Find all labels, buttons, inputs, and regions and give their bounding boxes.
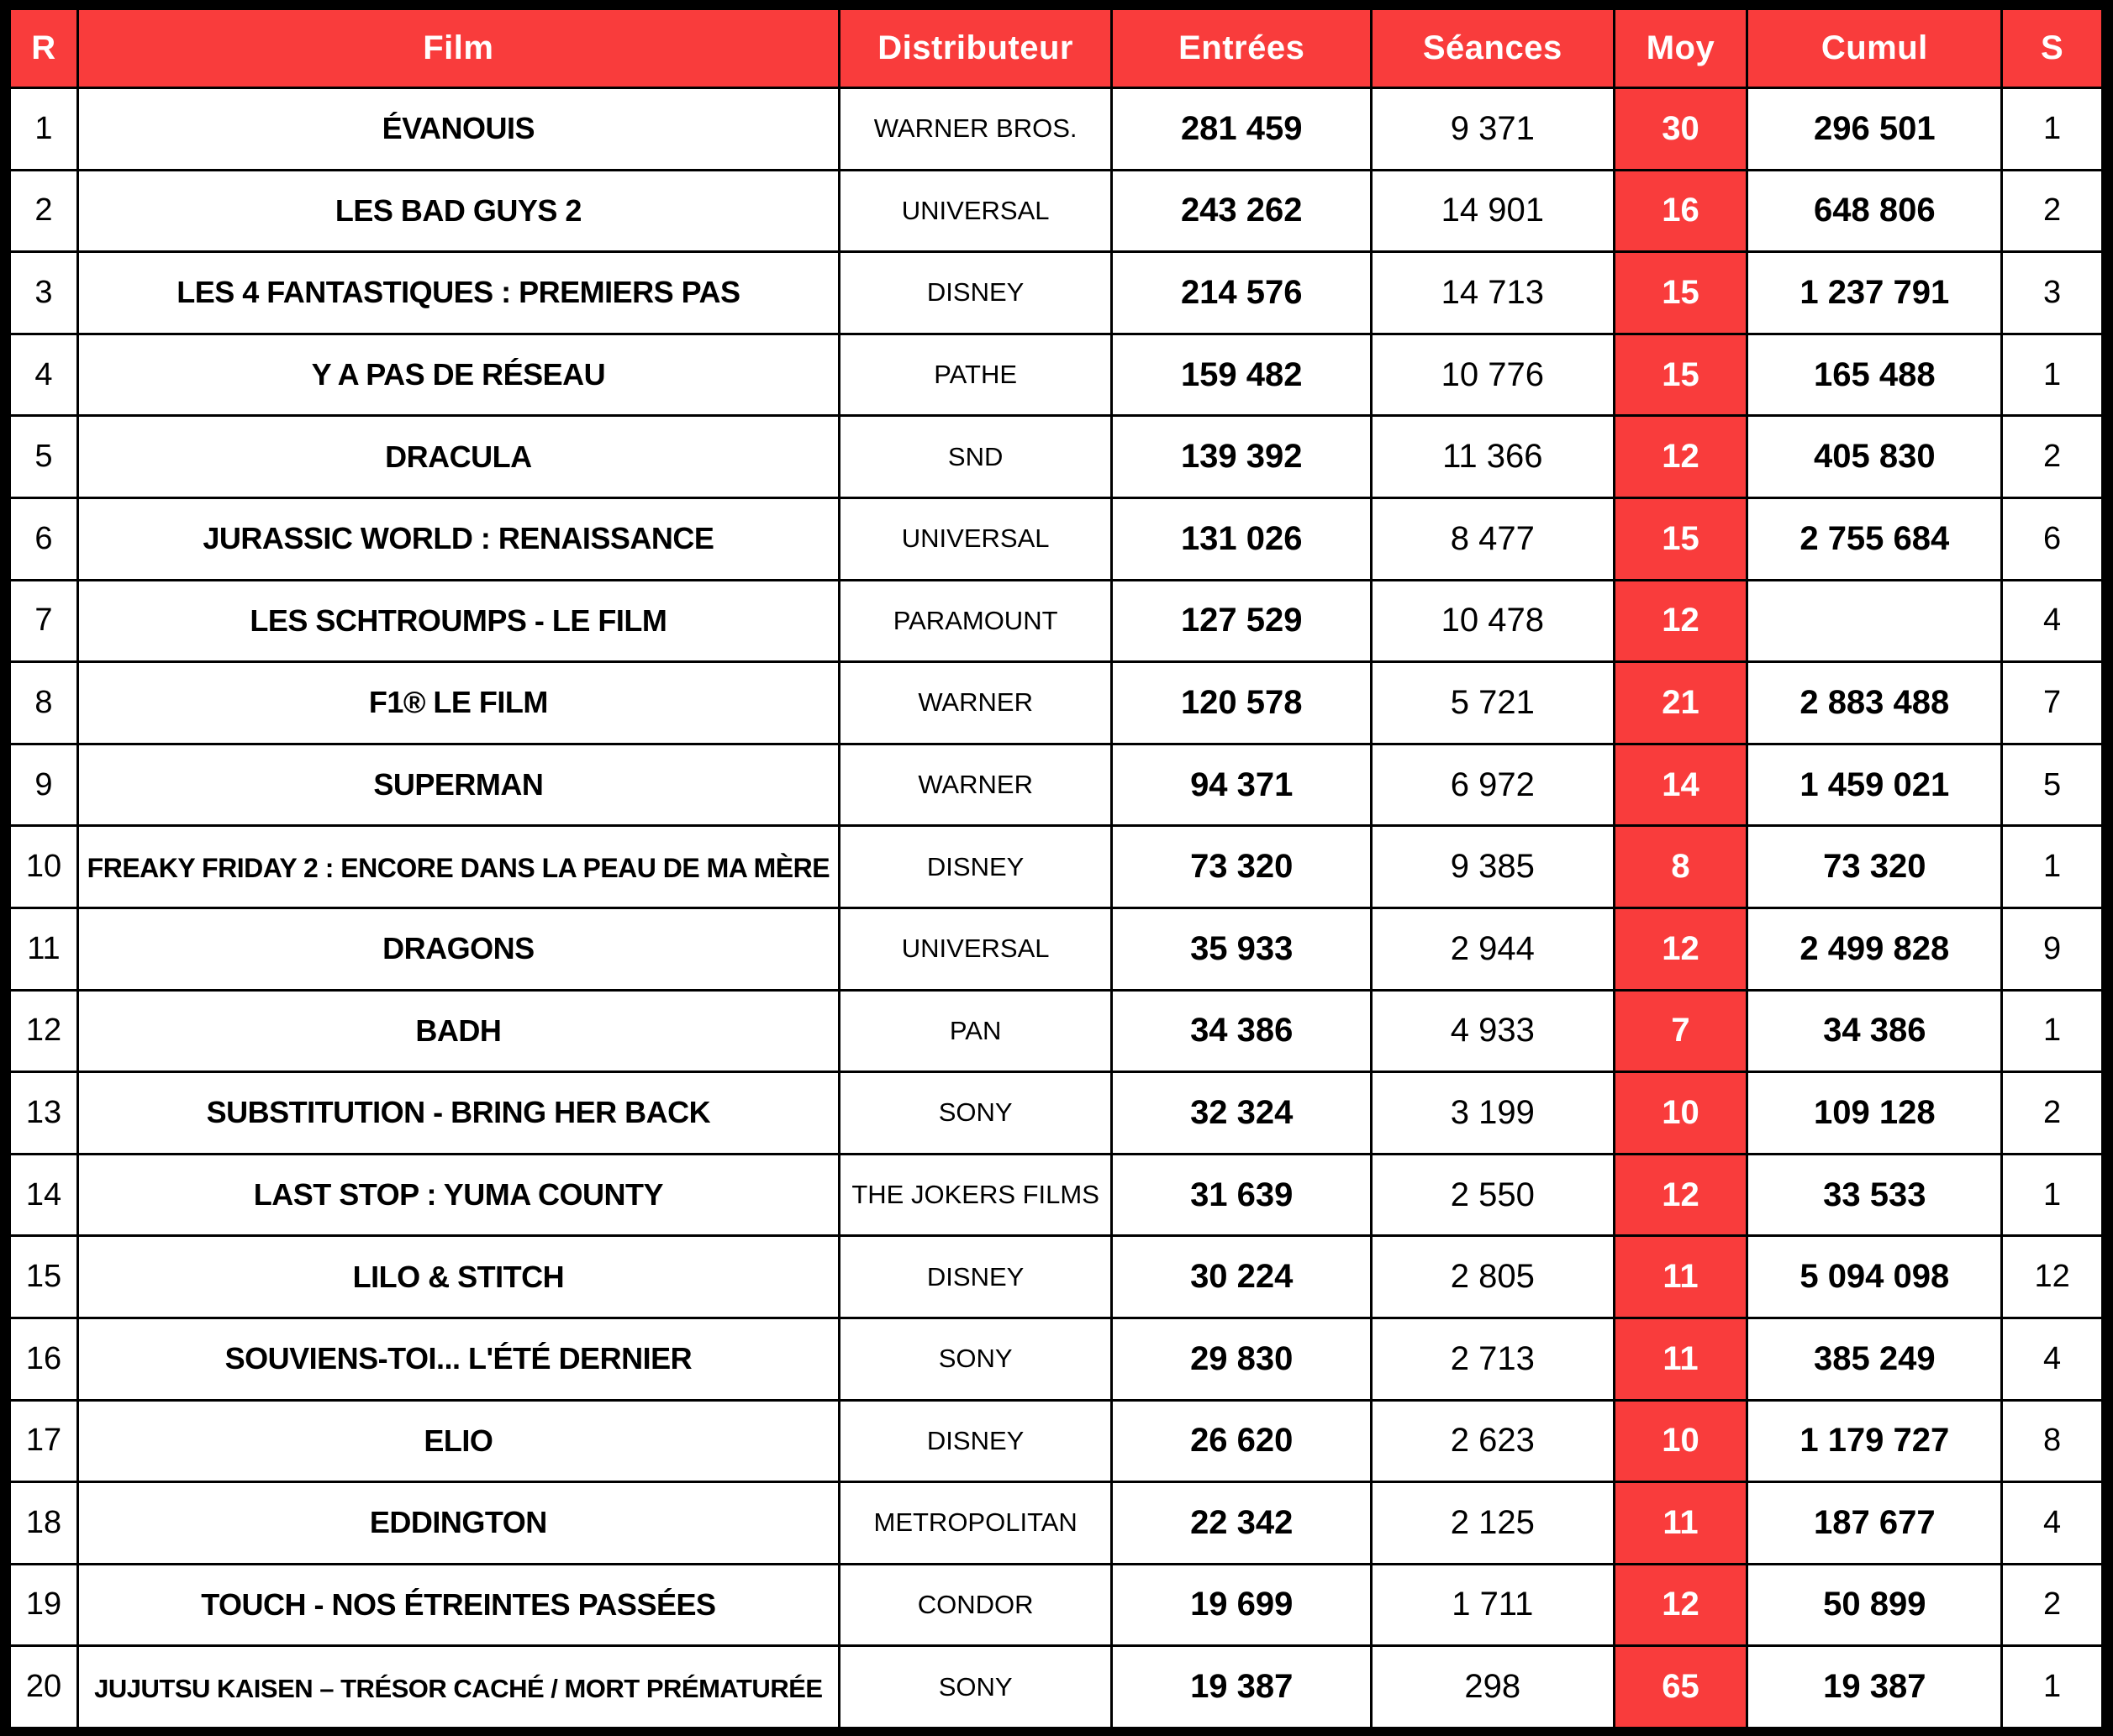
table-row xyxy=(10,1072,2103,1155)
cell-screenings: 3 199 xyxy=(1371,1072,1614,1155)
cell-cumulative: 109 128 xyxy=(1747,1072,2002,1155)
cell-rank: 13 xyxy=(10,1072,78,1155)
cell-cumulative: 296 501 xyxy=(1747,88,2002,171)
cell-average: 12 xyxy=(1614,907,1747,990)
cell-rank: 12 xyxy=(10,990,78,1072)
cell-distributor: DISNEY xyxy=(839,252,1112,334)
cell-weeks: 8 xyxy=(2002,1400,2103,1482)
cell-entries: 26 620 xyxy=(1112,1400,1372,1482)
header-average: Moy xyxy=(1614,9,1747,88)
cell-average: 30 xyxy=(1614,88,1747,171)
cell-average: 21 xyxy=(1614,662,1747,744)
header-distributor: Distributeur xyxy=(839,9,1112,88)
boxoffice-table xyxy=(8,8,2104,1729)
cell-distributor: WARNER xyxy=(839,662,1112,744)
cell-film: LES SCHTROUMPS - LE FILM xyxy=(77,580,839,662)
cell-entries: 243 262 xyxy=(1112,170,1372,252)
cell-rank: 5 xyxy=(10,416,78,498)
cell-cumulative xyxy=(1747,580,2002,662)
cell-cumulative: 33 533 xyxy=(1747,1154,2002,1236)
cell-average: 10 xyxy=(1614,1400,1747,1482)
cell-entries: 32 324 xyxy=(1112,1072,1372,1155)
cell-entries: 19 699 xyxy=(1112,1564,1372,1646)
cell-film: EDDINGTON xyxy=(77,1482,839,1565)
cell-average: 12 xyxy=(1614,580,1747,662)
cell-cumulative: 1 179 727 xyxy=(1747,1400,2002,1482)
cell-film: SUBSTITUTION - BRING HER BACK xyxy=(77,1072,839,1155)
table-row xyxy=(10,497,2103,580)
cell-distributor: SND xyxy=(839,416,1112,498)
header-film: Film xyxy=(77,9,839,88)
cell-screenings: 2 713 xyxy=(1371,1318,1614,1400)
cell-cumulative: 2 883 488 xyxy=(1747,662,2002,744)
table-row xyxy=(10,416,2103,498)
cell-average: 12 xyxy=(1614,416,1747,498)
cell-weeks: 9 xyxy=(2002,907,2103,990)
cell-distributor: SONY xyxy=(839,1646,1112,1728)
table-row xyxy=(10,1400,2103,1482)
cell-weeks: 5 xyxy=(2002,744,2103,826)
cell-weeks: 1 xyxy=(2002,990,2103,1072)
cell-rank: 17 xyxy=(10,1400,78,1482)
table-row xyxy=(10,1318,2103,1400)
cell-average: 65 xyxy=(1614,1646,1747,1728)
cell-rank: 6 xyxy=(10,497,78,580)
cell-cumulative: 165 488 xyxy=(1747,334,2002,416)
cell-weeks: 7 xyxy=(2002,662,2103,744)
cell-film: SOUVIENS-TOI... L'ÉTÉ DERNIER xyxy=(77,1318,839,1400)
cell-average: 11 xyxy=(1614,1482,1747,1565)
cell-film: LAST STOP : YUMA COUNTY xyxy=(77,1154,839,1236)
cell-film: F1® LE FILM xyxy=(77,662,839,744)
cell-cumulative: 50 899 xyxy=(1747,1564,2002,1646)
cell-average: 11 xyxy=(1614,1318,1747,1400)
header-entries: Entrées xyxy=(1112,9,1372,88)
cell-screenings: 4 933 xyxy=(1371,990,1614,1072)
cell-cumulative: 2 499 828 xyxy=(1747,907,2002,990)
cell-average: 15 xyxy=(1614,334,1747,416)
cell-rank: 3 xyxy=(10,252,78,334)
table-row xyxy=(10,1236,2103,1318)
cell-rank: 19 xyxy=(10,1564,78,1646)
header-row xyxy=(10,9,2103,88)
cell-distributor: PATHE xyxy=(839,334,1112,416)
cell-distributor: SONY xyxy=(839,1072,1112,1155)
cell-rank: 9 xyxy=(10,744,78,826)
cell-rank: 7 xyxy=(10,580,78,662)
cell-average: 11 xyxy=(1614,1236,1747,1318)
table-row xyxy=(10,826,2103,908)
cell-entries: 214 576 xyxy=(1112,252,1372,334)
cell-screenings: 1 711 xyxy=(1371,1564,1614,1646)
cell-distributor: UNIVERSAL xyxy=(839,170,1112,252)
cell-average: 12 xyxy=(1614,1564,1747,1646)
cell-entries: 159 482 xyxy=(1112,334,1372,416)
cell-weeks: 4 xyxy=(2002,1482,2103,1565)
header-cumulative: Cumul xyxy=(1747,9,2002,88)
table-row xyxy=(10,990,2103,1072)
cell-film: TOUCH - NOS ÉTREINTES PASSÉES xyxy=(77,1564,839,1646)
cell-distributor: METROPOLITAN xyxy=(839,1482,1112,1565)
cell-cumulative: 405 830 xyxy=(1747,416,2002,498)
cell-screenings: 6 972 xyxy=(1371,744,1614,826)
cell-average: 8 xyxy=(1614,826,1747,908)
cell-film: ÉVANOUIS xyxy=(77,88,839,171)
cell-screenings: 9 371 xyxy=(1371,88,1614,171)
cell-entries: 34 386 xyxy=(1112,990,1372,1072)
cell-entries: 131 026 xyxy=(1112,497,1372,580)
cell-weeks: 4 xyxy=(2002,1318,2103,1400)
cell-average: 7 xyxy=(1614,990,1747,1072)
cell-average: 12 xyxy=(1614,1154,1747,1236)
cell-distributor: SONY xyxy=(839,1318,1112,1400)
cell-screenings: 14 713 xyxy=(1371,252,1614,334)
cell-screenings: 298 xyxy=(1371,1646,1614,1728)
cell-cumulative: 2 755 684 xyxy=(1747,497,2002,580)
header-weeks: S xyxy=(2002,9,2103,88)
cell-film: JURASSIC WORLD : RENAISSANCE xyxy=(77,497,839,580)
cell-screenings: 2 125 xyxy=(1371,1482,1614,1565)
cell-distributor: WARNER xyxy=(839,744,1112,826)
cell-screenings: 9 385 xyxy=(1371,826,1614,908)
cell-distributor: WARNER BROS. xyxy=(839,88,1112,171)
cell-rank: 11 xyxy=(10,907,78,990)
cell-average: 15 xyxy=(1614,252,1747,334)
cell-distributor: THE JOKERS FILMS xyxy=(839,1154,1112,1236)
cell-screenings: 10 478 xyxy=(1371,580,1614,662)
cell-entries: 31 639 xyxy=(1112,1154,1372,1236)
cell-rank: 8 xyxy=(10,662,78,744)
table-header xyxy=(10,9,2103,88)
header-screenings: Séances xyxy=(1371,9,1614,88)
cell-cumulative: 1 459 021 xyxy=(1747,744,2002,826)
cell-entries: 19 387 xyxy=(1112,1646,1372,1728)
cell-rank: 2 xyxy=(10,170,78,252)
cell-entries: 30 224 xyxy=(1112,1236,1372,1318)
cell-screenings: 5 721 xyxy=(1371,662,1614,744)
cell-rank: 4 xyxy=(10,334,78,416)
cell-rank: 1 xyxy=(10,88,78,171)
cell-average: 16 xyxy=(1614,170,1747,252)
cell-cumulative: 648 806 xyxy=(1747,170,2002,252)
table-row xyxy=(10,1482,2103,1565)
cell-cumulative: 385 249 xyxy=(1747,1318,2002,1400)
cell-entries: 73 320 xyxy=(1112,826,1372,908)
cell-weeks: 3 xyxy=(2002,252,2103,334)
table-row xyxy=(10,88,2103,171)
cell-cumulative: 19 387 xyxy=(1747,1646,2002,1728)
table-row xyxy=(10,744,2103,826)
cell-film: BADH xyxy=(77,990,839,1072)
cell-film: DRAGONS xyxy=(77,907,839,990)
cell-screenings: 2 944 xyxy=(1371,907,1614,990)
cell-cumulative: 5 094 098 xyxy=(1747,1236,2002,1318)
table-row xyxy=(10,252,2103,334)
cell-film: DRACULA xyxy=(77,416,839,498)
cell-distributor: PARAMOUNT xyxy=(839,580,1112,662)
cell-rank: 15 xyxy=(10,1236,78,1318)
cell-screenings: 11 366 xyxy=(1371,416,1614,498)
cell-screenings: 2 550 xyxy=(1371,1154,1614,1236)
cell-distributor: UNIVERSAL xyxy=(839,497,1112,580)
cell-weeks: 2 xyxy=(2002,170,2103,252)
cell-screenings: 2 805 xyxy=(1371,1236,1614,1318)
cell-average: 10 xyxy=(1614,1072,1747,1155)
cell-weeks: 4 xyxy=(2002,580,2103,662)
table-row xyxy=(10,662,2103,744)
cell-weeks: 2 xyxy=(2002,1072,2103,1155)
cell-weeks: 6 xyxy=(2002,497,2103,580)
cell-film: ELIO xyxy=(77,1400,839,1482)
cell-weeks: 12 xyxy=(2002,1236,2103,1318)
cell-entries: 281 459 xyxy=(1112,88,1372,171)
cell-distributor: DISNEY xyxy=(839,1400,1112,1482)
cell-film: Y A PAS DE RÉSEAU xyxy=(77,334,839,416)
header-rank: R xyxy=(10,9,78,88)
cell-rank: 14 xyxy=(10,1154,78,1236)
cell-cumulative: 34 386 xyxy=(1747,990,2002,1072)
cell-weeks: 2 xyxy=(2002,1564,2103,1646)
cell-average: 14 xyxy=(1614,744,1747,826)
cell-screenings: 2 623 xyxy=(1371,1400,1614,1482)
cell-rank: 10 xyxy=(10,826,78,908)
table-row xyxy=(10,907,2103,990)
cell-film: LES 4 FANTASTIQUES : PREMIERS PAS xyxy=(77,252,839,334)
table-row xyxy=(10,580,2103,662)
cell-distributor: DISNEY xyxy=(839,826,1112,908)
cell-screenings: 14 901 xyxy=(1371,170,1614,252)
table-row xyxy=(10,1154,2103,1236)
cell-entries: 139 392 xyxy=(1112,416,1372,498)
table-row xyxy=(10,334,2103,416)
cell-weeks: 1 xyxy=(2002,1154,2103,1236)
cell-distributor: UNIVERSAL xyxy=(839,907,1112,990)
cell-weeks: 1 xyxy=(2002,826,2103,908)
cell-cumulative: 187 677 xyxy=(1747,1482,2002,1565)
cell-entries: 29 830 xyxy=(1112,1318,1372,1400)
table-row xyxy=(10,1646,2103,1728)
table-body xyxy=(10,88,2103,1728)
cell-film: LILO & STITCH xyxy=(77,1236,839,1318)
cell-entries: 94 371 xyxy=(1112,744,1372,826)
cell-distributor: CONDOR xyxy=(839,1564,1112,1646)
cell-average: 15 xyxy=(1614,497,1747,580)
cell-weeks: 1 xyxy=(2002,88,2103,171)
cell-entries: 120 578 xyxy=(1112,662,1372,744)
cell-screenings: 8 477 xyxy=(1371,497,1614,580)
cell-screenings: 10 776 xyxy=(1371,334,1614,416)
cell-weeks: 1 xyxy=(2002,334,2103,416)
cell-rank: 20 xyxy=(10,1646,78,1728)
cell-cumulative: 73 320 xyxy=(1747,826,2002,908)
cell-weeks: 2 xyxy=(2002,416,2103,498)
table-row xyxy=(10,170,2103,252)
cell-entries: 22 342 xyxy=(1112,1482,1372,1565)
cell-cumulative: 1 237 791 xyxy=(1747,252,2002,334)
cell-distributor: DISNEY xyxy=(839,1236,1112,1318)
cell-weeks: 1 xyxy=(2002,1646,2103,1728)
cell-rank: 18 xyxy=(10,1482,78,1565)
cell-entries: 35 933 xyxy=(1112,907,1372,990)
table-row xyxy=(10,1564,2103,1646)
cell-distributor: PAN xyxy=(839,990,1112,1072)
cell-film: JUJUTSU KAISEN – TRÉSOR CACHÉ / MORT PRÉMATURÉE xyxy=(77,1646,839,1728)
cell-film: FREAKY FRIDAY 2 : ENCORE DANS LA PEAU DE MA MÈRE xyxy=(77,826,839,908)
cell-entries: 127 529 xyxy=(1112,580,1372,662)
cell-film: LES BAD GUYS 2 xyxy=(77,170,839,252)
cell-film: SUPERMAN xyxy=(77,744,839,826)
cell-rank: 16 xyxy=(10,1318,78,1400)
